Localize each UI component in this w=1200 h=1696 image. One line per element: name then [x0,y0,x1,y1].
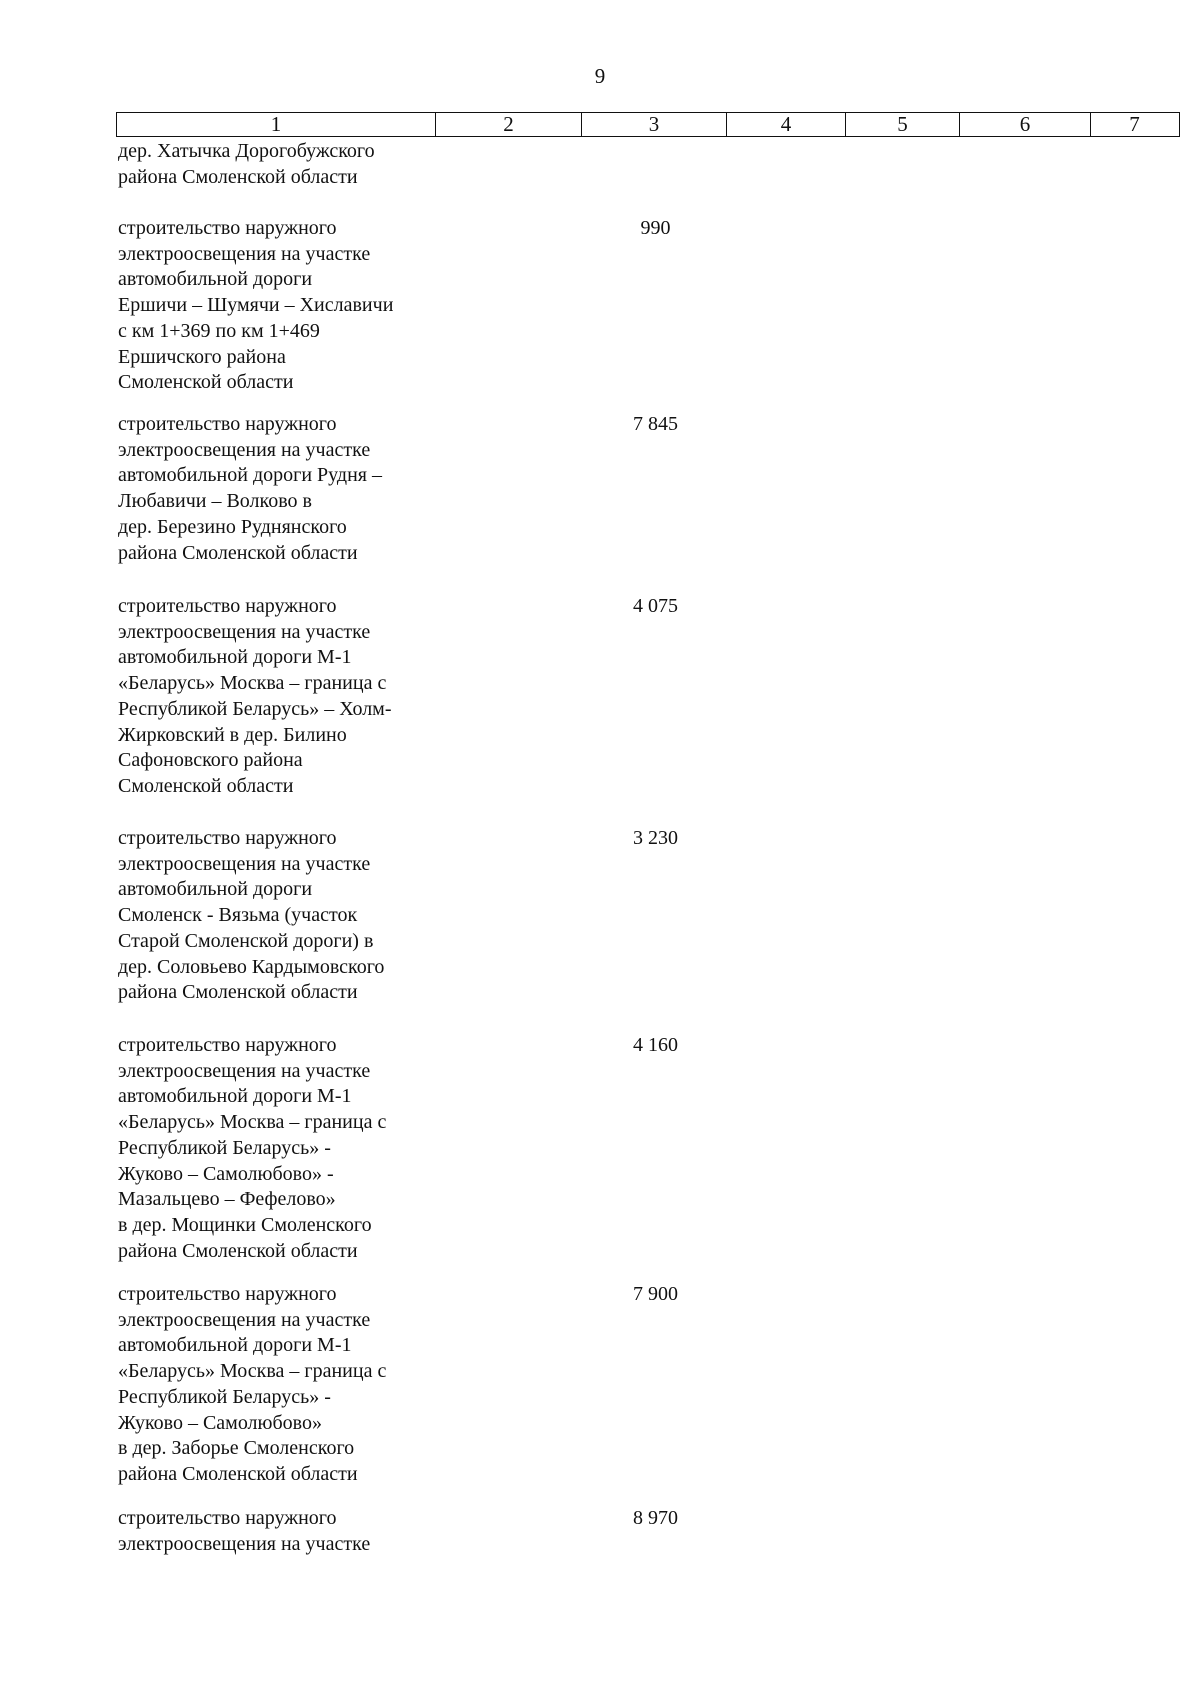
column-header-5: 5 [846,113,960,136]
row-description: строительство наружного электроосвещения на участке [118,1507,371,1555]
row-amount: 4 160 [633,1034,678,1056]
row-description: строительство наружного электроосвещения на участке автомобильной дороги Рудня – Любавичи – Волково в дер. Березино Руднянского района Смоленской области [118,413,382,564]
row-amount: 8 970 [633,1507,678,1529]
row-description: строительство наружного электроосвещения на участке автомобильной дороги Смоленск - Вязьма (участок Старой Смоленской дороги) в дер. Соловьево Кардымовского района Смоленской области [118,827,385,1004]
row-description: строительство наружного электроосвещения на участке автомобильной дороги М-1 «Беларусь» Москва – граница с Республикой Беларусь» - Жуково – Самолюбово» в дер. Заборье Смоленского района Смоленской области [118,1283,387,1485]
row-description: строительство наружного электроосвещения на участке автомобильной дороги М-1 «Беларусь» Москва – граница с Республикой Беларусь» – Холм- Жирковский в дер. Билино Сафоновского района Смоленской области [118,595,392,797]
row-description: дер. Хатычка Дорогобужского района Смоленской области [118,140,375,188]
row-description: строительство наружного электроосвещения на участке автомобильной дороги М-1 «Беларусь» Москва – граница с Республикой Беларусь» - Жуково – Самолюбово» - Мазальцево – Фефелово» в дер. Мощинки Смоленского района Смоленской области [118,1034,387,1262]
column-header-1: 1 [117,113,436,136]
row-amount: 990 [640,217,671,239]
column-header-2: 2 [436,113,582,136]
column-number-header [116,112,1180,137]
column-header-7: 7 [1129,112,1140,136]
column-header-6: 6 [960,113,1091,136]
row-description: строительство наружного электроосвещения на участке автомобильной дороги Ершичи – Шумячи – Хиславичи с км 1+369 по км 1+469 Ершичского района Смоленской области [118,217,394,394]
column-header-4: 4 [727,113,846,136]
page-number: 9 [594,64,606,88]
row-amount: 3 230 [633,827,678,849]
row-amount: 7 900 [633,1283,678,1305]
column-header-3: 3 [582,113,727,136]
row-amount: 4 075 [633,595,678,617]
row-amount: 7 845 [633,413,678,435]
